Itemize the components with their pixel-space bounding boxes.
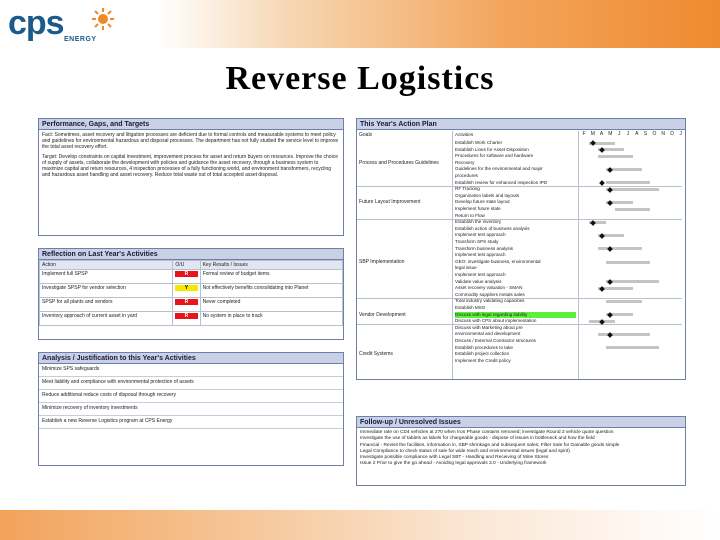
goal-label: SBP Implementation [359, 258, 405, 265]
status-badge: R [175, 299, 197, 305]
gantt-bar [606, 346, 659, 349]
goal-label: Future Layout Improvement [359, 199, 421, 206]
goal-label: Credit Systems [359, 351, 393, 358]
gantt-bar [598, 333, 651, 336]
followup-line: Issue 2 Prior to give the go ahead - Avoiding legal approvals 3.0 - Underlying framework [360, 461, 547, 467]
analysis-item: Reduce additional reduce costs of disposal through recovery [39, 390, 343, 403]
goal-label: Process and Procedures Guidelines [359, 159, 439, 166]
month-header: J [617, 131, 621, 137]
followup-line: Investigate the use of tablets as labels for chargeable goods - dispose of issues in bottleneck and how the field [360, 436, 595, 442]
goals-column [357, 131, 453, 379]
followup-line: Immediate rate on CD4 vehicles at 270 when Iron Phase contains removed; investigate Round 3 vehicle quote question [360, 430, 614, 435]
analysis-heading: Analysis / Justification to this Year's Activities [39, 353, 343, 364]
followup-line: Investigate possible compliance with Legal SBT - Handling and Receiving of Mine Stores [360, 455, 549, 461]
activity-row: Transform SPS study [455, 239, 499, 244]
month-header: O [652, 131, 657, 137]
gantt-bar [606, 261, 650, 264]
activity-row: Implement test approach [455, 252, 506, 258]
activity-row: Procedures for software and hardware [455, 153, 534, 159]
col-status: O/U [173, 261, 200, 270]
month-header: F [582, 131, 586, 137]
month-header: J [679, 131, 683, 137]
followup-line: Legal Compliance to check status of sale for wide reach and environmental issues (legal and spirit) [360, 448, 570, 454]
gantt-timeline [579, 131, 685, 379]
performance-fact: Fact: Sometimes, asset recovery and litigation processes are deficient due to formal controls and measurable systems to meet policy and guidelines for environmental hazardous and disposal processes. The department has not fully studied the service level to improve the total asset recovery effort. [42, 132, 339, 151]
gantt-bar [598, 155, 633, 158]
reflection-action: Investigate SPSP for vendor selection [40, 284, 173, 298]
activity-row: Establish the inventory [455, 219, 502, 225]
activity-row: Total industry validating capacities [455, 298, 525, 304]
performance-heading: Performance, Gaps, and Targets [39, 119, 343, 130]
status-badge: R [175, 313, 197, 319]
activity-row: Validate value analysis [455, 278, 502, 284]
month-header: A [599, 131, 604, 137]
performance-text [39, 130, 343, 183]
followup-line: Financial - Revisit the facilities, information in, SBP shrinkage and subsequent sales; Filter Sale for Gainable goods simple [360, 442, 620, 448]
activity-row: Implement future state [455, 206, 501, 211]
reflection-row [40, 270, 343, 284]
activity-row: Establish MSO [455, 305, 486, 310]
followup-panel [356, 416, 686, 486]
gantt-bar [606, 280, 659, 283]
sun-burst-icon [92, 8, 114, 30]
activity-row: Commodity suppliers metals sales [455, 291, 525, 297]
analysis-list [39, 364, 343, 429]
milestone-marker [599, 147, 605, 153]
logo-subtitle: ENERGY [64, 36, 97, 43]
month-header: S [643, 131, 648, 137]
month-header: M [590, 131, 595, 137]
embedded-a3-sheet [36, 116, 688, 486]
activity-row: Discuss with Marketing about pre [455, 324, 523, 330]
activity-row: Establish review for enhanced inspection IPD [455, 179, 548, 185]
month-header: M [608, 131, 613, 137]
activity-row: Implement test approach [455, 232, 506, 238]
logo-wordmark: cps [8, 4, 64, 42]
activity-row: Establish project collection [455, 351, 510, 357]
reflection-row [40, 312, 343, 326]
col-action: Action [40, 261, 173, 270]
month-header: N [661, 131, 665, 137]
activity-row: Develop future state layout [455, 199, 510, 205]
performance-panel [38, 118, 344, 236]
reflection-action: Implement full SPSP [40, 270, 173, 284]
gantt-bar [606, 188, 659, 191]
status-badge: R [175, 271, 197, 277]
col-results: Key Results / Issues [200, 261, 342, 270]
activity-row: Implement test approach [455, 272, 506, 277]
goals-header: Goals [359, 132, 373, 138]
activity-row: Establish Lines for Asset Disposition [455, 146, 529, 152]
reflection-result: Not effectively benefits consolidating into Planet [200, 284, 342, 298]
activity-row: RF Tracking [455, 186, 480, 192]
reflection-status-cell [173, 298, 200, 312]
followup-heading: Follow-up / Unresolved Issues [357, 417, 685, 428]
activity-row: Implement the Credit policy [455, 357, 511, 363]
milestone-marker [599, 180, 605, 186]
activity-row: Asset recovery valuation - SMAN [455, 285, 523, 291]
activity-row: Establish action of business analysis [455, 225, 530, 231]
reflection-status-cell [173, 284, 200, 298]
reflection-result: Formal review of budget items [200, 270, 342, 284]
activities-header: Activities [455, 132, 474, 137]
reflection-result: No system in place to track [200, 312, 342, 326]
status-badge: Y [175, 285, 197, 291]
reflection-row [40, 298, 343, 312]
activity-row: Recovery [455, 159, 475, 165]
footer-band [0, 510, 720, 540]
activity-row: legal issue [455, 265, 477, 271]
analysis-item: Minimize SPS safeguards [39, 364, 343, 377]
reflection-row [40, 284, 343, 298]
action-plan-heading: This Year's Action Plan [357, 119, 685, 130]
activity-row: GEO: investigate business, environmental [455, 258, 541, 264]
slide-title: Reverse Logistics [225, 60, 495, 97]
activity-row: Organization labels and layouts [455, 192, 520, 198]
reflection-status-cell [173, 312, 200, 326]
reflection-table [39, 260, 343, 326]
action-plan-panel [356, 118, 686, 380]
month-header: D [670, 131, 674, 137]
activity-row: Transform business analysis [455, 245, 514, 251]
activities-column [453, 131, 579, 379]
analysis-item: Minimize recovery of inventory investments [39, 403, 343, 416]
reflection-result: Never completed [200, 298, 342, 312]
reflection-action: SPSP for all plants and vendors [40, 298, 173, 312]
month-header: A [635, 131, 639, 137]
activity-row: Discuss / External Contractor structures [455, 338, 536, 343]
gantt-bar [606, 300, 641, 303]
gantt-bar [598, 247, 642, 250]
activity-row: environmental and development [455, 331, 521, 337]
reflection-header-row [40, 261, 343, 270]
reflection-panel [38, 248, 344, 340]
goal-label: Vendor Development [359, 311, 406, 318]
gantt-bar [606, 181, 650, 184]
analysis-panel [38, 352, 344, 466]
reflection-heading: Reflection on Last Year's Activities [39, 249, 343, 260]
activity-row: Guidelines for the environmental and major [455, 166, 543, 172]
activity-row: Return to Flow [455, 212, 485, 218]
activity-row: Establish procedures to take [455, 344, 513, 350]
performance-target: Target: Develop constraints on capital investment, improvement process for asset and return buyers on resources. Improve the choice of supply of assets, collaborate the development with policies and guidance the asset recovery, through a business system to maximize capital and return resources, 4 inspection processes of a fully functioning world, and environment transformers, recycling and hazardous asset handling and asset recovery. Reduce total waste out of total accepted asset disposal. [42, 153, 338, 179]
followup-text [357, 428, 685, 470]
month-header: J [626, 131, 630, 137]
activity-row: Discuss with CPS about implementation [455, 318, 537, 324]
reflection-action: Inventory approach of current asset in yard [40, 312, 173, 326]
reflection-status-cell [173, 270, 200, 284]
activity-row-highlighted: Discuss with legal regarding liability [455, 312, 576, 318]
analysis-item: Establish a new Reverse Logistics program at CPS Energy [39, 416, 343, 429]
gantt-bar [615, 208, 650, 211]
cps-energy-logo [8, 6, 118, 46]
milestone-marker [590, 140, 596, 146]
activity-row: Establish Work Charter [455, 140, 503, 145]
analysis-item: Meet liability and compliance with environmental protection of assets [39, 377, 343, 390]
activity-row: procedures [455, 173, 478, 178]
